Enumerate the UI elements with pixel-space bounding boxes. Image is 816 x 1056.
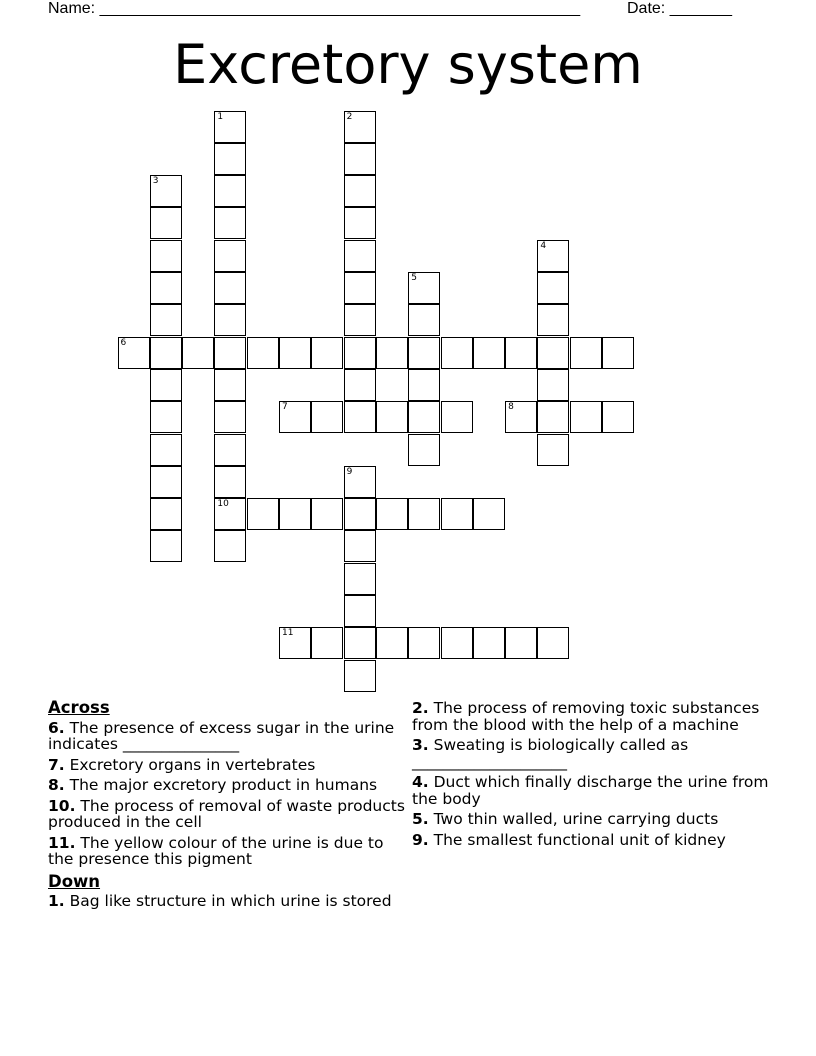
- crossword-cell[interactable]: [344, 660, 376, 692]
- crossword-cell[interactable]: [182, 337, 214, 369]
- clue-across-10: 10. The process of removal of waste products produced in the cell: [48, 796, 405, 831]
- clue-across-6: 6. The presence of excess sugar in the urine indicates _______________: [48, 718, 395, 753]
- clue-number: 1: [217, 111, 224, 122]
- crossword-cell[interactable]: [344, 272, 376, 304]
- crossword-cell[interactable]: [505, 627, 537, 659]
- crossword-cell[interactable]: [344, 304, 376, 336]
- crossword-cell[interactable]: [214, 337, 246, 369]
- crossword-cell[interactable]: [311, 627, 343, 659]
- crossword-cell[interactable]: [537, 240, 569, 272]
- crossword-cell[interactable]: [214, 498, 246, 530]
- clue-number: 5: [411, 273, 417, 283]
- crossword-cell[interactable]: [505, 337, 537, 369]
- crossword-cell[interactable]: [150, 304, 182, 336]
- crossword-cell[interactable]: [247, 337, 279, 369]
- crossword-cell[interactable]: [537, 369, 569, 401]
- crossword-cell[interactable]: [279, 337, 311, 369]
- crossword-cell[interactable]: [537, 272, 569, 304]
- clue-across-11: 11. The yellow colour of the urine is due to the presence this pigment: [48, 833, 384, 868]
- crossword-cell[interactable]: [570, 401, 602, 433]
- crossword-cell[interactable]: [344, 175, 376, 207]
- crossword-cell[interactable]: [279, 401, 311, 433]
- crossword-cell[interactable]: [150, 175, 182, 207]
- clue-down-3: 3. Sweating is biologically called as ____________________: [412, 736, 689, 771]
- crossword-cell[interactable]: [408, 627, 440, 659]
- crossword-cell[interactable]: [408, 401, 440, 433]
- crossword-cell[interactable]: [344, 627, 376, 659]
- crossword-cell[interactable]: [150, 434, 182, 466]
- crossword-cell[interactable]: [344, 563, 376, 595]
- crossword-cell[interactable]: [441, 337, 473, 369]
- crossword-cell[interactable]: [537, 304, 569, 336]
- crossword-cell[interactable]: [376, 627, 408, 659]
- crossword-cell[interactable]: [376, 498, 408, 530]
- crossword-cell[interactable]: [279, 498, 311, 530]
- crossword-cell[interactable]: [214, 304, 246, 336]
- crossword-cell[interactable]: [214, 207, 246, 239]
- crossword-cell[interactable]: [376, 337, 408, 369]
- crossword-cell[interactable]: [473, 498, 505, 530]
- crossword-cell[interactable]: [214, 111, 246, 143]
- down-heading: Down: [48, 871, 101, 891]
- crossword-cell[interactable]: [473, 627, 505, 659]
- crossword-cell[interactable]: [214, 530, 246, 562]
- date-line: Date: _______: [627, 0, 732, 17]
- crossword-cell[interactable]: [376, 401, 408, 433]
- clue-down-9: 9. The smallest functional unit of kidney: [412, 830, 726, 849]
- across-heading: Across: [48, 698, 110, 717]
- crossword-cell[interactable]: [473, 337, 505, 369]
- crossword-cell[interactable]: [537, 627, 569, 659]
- crossword-cell[interactable]: [150, 207, 182, 239]
- crossword-cell[interactable]: [150, 401, 182, 433]
- crossword-cell[interactable]: [408, 272, 440, 304]
- name-line: Name: ______________________________________________________: [48, 0, 581, 17]
- crossword-cell[interactable]: [344, 337, 376, 369]
- crossword-cell[interactable]: [408, 434, 440, 466]
- clue-number: 10: [217, 499, 229, 510]
- crossword-cell[interactable]: [344, 240, 376, 272]
- crossword-cell[interactable]: [344, 401, 376, 433]
- crossword-cell[interactable]: [247, 498, 279, 530]
- crossword-cell[interactable]: [150, 466, 182, 498]
- crossword-cell[interactable]: [408, 369, 440, 401]
- crossword-cell[interactable]: [602, 337, 634, 369]
- crossword-cell[interactable]: [344, 207, 376, 239]
- crossword-cell[interactable]: [344, 466, 376, 498]
- clues-right-column: [412, 700, 772, 852]
- clue-across-7: 7. Excretory organs in vertebrates: [48, 755, 316, 774]
- crossword-cell[interactable]: [505, 401, 537, 433]
- clue-number: 9: [346, 466, 353, 477]
- crossword-cell[interactable]: [150, 530, 182, 562]
- crossword-cell[interactable]: [150, 498, 182, 530]
- crossword-cell[interactable]: [214, 466, 246, 498]
- crossword-cell[interactable]: [150, 337, 182, 369]
- crossword-cell[interactable]: [311, 401, 343, 433]
- crossword-cell[interactable]: [214, 143, 246, 175]
- crossword-cell[interactable]: [311, 498, 343, 530]
- crossword-cell[interactable]: [537, 337, 569, 369]
- crossword-cell[interactable]: [118, 337, 150, 369]
- clue-down-4: 4. Duct which finally discharge the urine from the body: [412, 773, 769, 808]
- crossword-cell[interactable]: [408, 337, 440, 369]
- crossword-cell[interactable]: [214, 401, 246, 433]
- clue-down-2: 2. The process of removing toxic substances from the blood with the help of a machine: [412, 699, 760, 734]
- crossword-cell[interactable]: [150, 272, 182, 304]
- crossword-cell[interactable]: [441, 627, 473, 659]
- crossword-cell[interactable]: [441, 401, 473, 433]
- crossword-cell[interactable]: [344, 498, 376, 530]
- crossword-cell[interactable]: [344, 595, 376, 627]
- crossword-cell[interactable]: [570, 337, 602, 369]
- clue-number: 6: [120, 337, 127, 348]
- crossword-cell[interactable]: [408, 498, 440, 530]
- page-title: Excretory system: [173, 33, 643, 96]
- clue-number: 3: [152, 176, 159, 187]
- clue-number: 4: [540, 240, 547, 251]
- clue-down-5: 5. Two thin walled, urine carrying ducts: [412, 810, 719, 828]
- crossword-cell[interactable]: [537, 434, 569, 466]
- crossword-cell[interactable]: [214, 175, 246, 207]
- crossword-cell[interactable]: [214, 434, 246, 466]
- crossword-cell[interactable]: [344, 369, 376, 401]
- crossword-cell[interactable]: [441, 498, 473, 530]
- crossword-cell[interactable]: [214, 272, 246, 304]
- crossword-cell[interactable]: [344, 530, 376, 562]
- clue-across-8: 8. The major excretory product in humans: [48, 776, 378, 794]
- crossword-cell[interactable]: [214, 240, 246, 272]
- crossword-cell[interactable]: [537, 401, 569, 433]
- clue-down-1: 1. Bag like structure in which urine is stored: [48, 892, 392, 910]
- clues-left-column: [48, 700, 408, 914]
- clue-number: 8: [508, 402, 514, 413]
- crossword-cell[interactable]: [344, 143, 376, 175]
- crossword-cell[interactable]: [602, 401, 634, 433]
- clue-number: 2: [346, 111, 353, 122]
- crossword-cell[interactable]: [214, 369, 246, 401]
- clue-number: 11: [282, 628, 294, 639]
- crossword-cell[interactable]: [150, 369, 182, 401]
- crossword-cell[interactable]: [344, 111, 376, 143]
- crossword-cell[interactable]: [311, 337, 343, 369]
- clue-number: 7: [282, 402, 288, 413]
- crossword-cell[interactable]: [279, 627, 311, 659]
- crossword-cell[interactable]: [408, 304, 440, 336]
- crossword-cell[interactable]: [150, 240, 182, 272]
